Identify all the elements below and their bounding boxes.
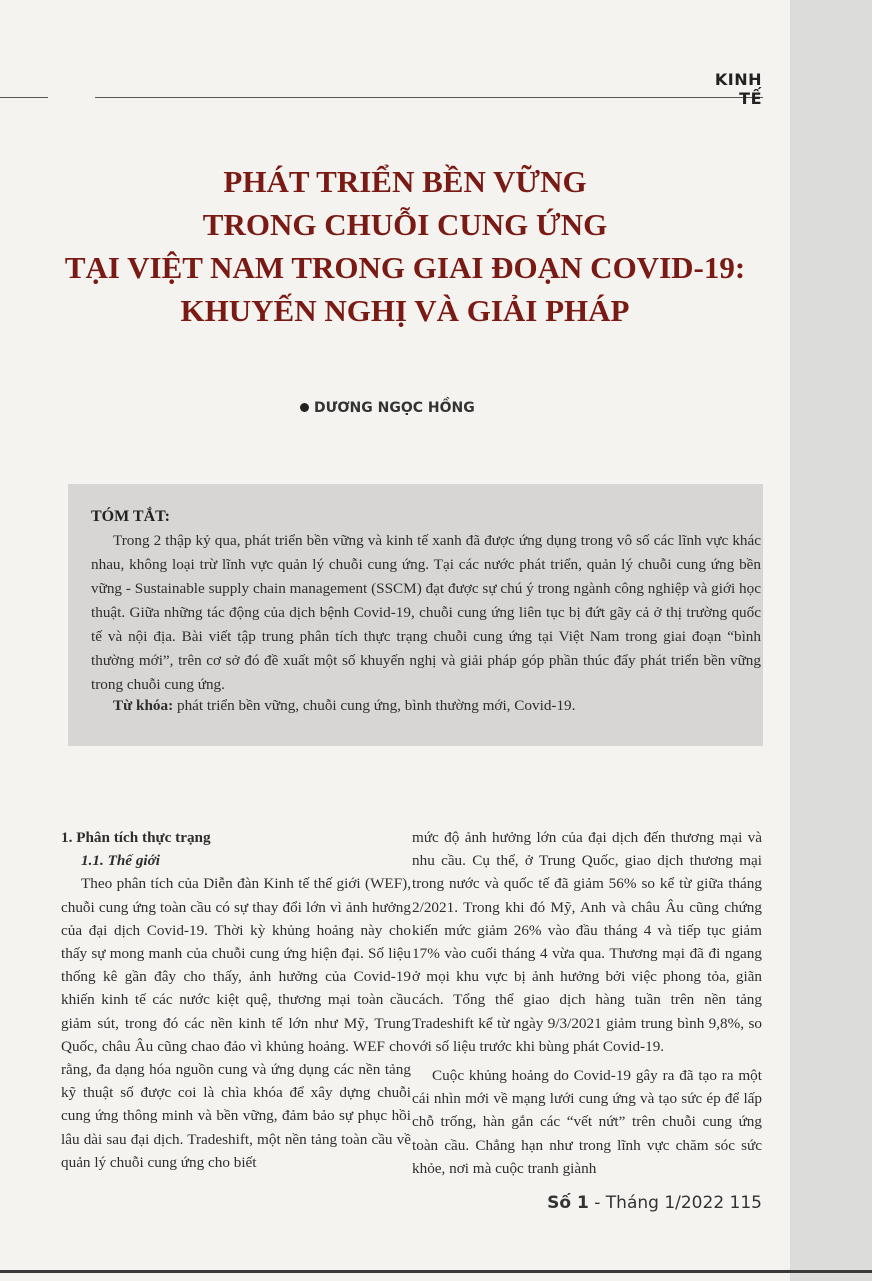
bottom-rule xyxy=(0,1270,872,1273)
body-paragraph: Cuộc khủng hoảng do Covid-19 gây ra đã tạo ra một cái nhìn mới về mạng lưới cung ứng và tạo sức ép để lấp chỗ trống, hàn gắn các “vết nứt” trên chuỗi cung ứng toàn cầu. Chẳng hạn như trong lĩnh vực chăm sóc sức khỏe, nơi mà cuộc tranh giành xyxy=(412,1067,762,1177)
keywords-line xyxy=(113,694,753,718)
section-label: KINH TẾ xyxy=(714,70,762,108)
header-rule-left xyxy=(0,97,48,98)
article-title xyxy=(30,160,780,332)
left-column xyxy=(61,826,411,1174)
keywords-label: Từ khóa: xyxy=(113,697,174,714)
section-heading: 1. Phân tích thực trạng xyxy=(61,829,211,846)
right-column xyxy=(412,826,762,1180)
title-line: TRONG CHUỖI CUNG ỨNG xyxy=(202,207,608,242)
bullet-icon xyxy=(300,403,309,412)
footer-separator: - xyxy=(588,1193,606,1213)
author-name: DƯƠNG NGỌC HỒNG xyxy=(314,400,475,416)
title-line: TẠI VIỆT NAM TRONG GIAI ĐOẠN COVID-19: xyxy=(64,250,746,285)
title-line: PHÁT TRIỂN BỀN VỮNG xyxy=(223,164,587,199)
header-rule-right xyxy=(95,97,763,98)
issue-label: Số 1 xyxy=(547,1193,589,1213)
title-line: KHUYẾN NGHỊ VÀ GIẢI PHÁP xyxy=(180,293,630,328)
abstract-paragraph: Trong 2 thập kỷ qua, phát triển bền vững và kinh tế xanh đã được ứng dụng trong vô số các lĩnh vực khác nhau, không loại trừ lĩnh vực quản lý chuỗi cung ứng. Tại các nước phát triển, quản lý chuỗi cung ứng bền vững - Sustainable supply chain management (SSCM) đạt được sự chú ý trong ngành công nghiệp và giới học thuật. Giữa những tác động của dịch bệnh Covid-19, chuỗi cung ứng liên tục bị đứt gãy cả ở thị trường quốc tế và nội địa. Bài viết tập trung phân tích thực trạng chuỗi cung ứng tại Việt Nam trong giai đoạn “bình thường mới”, trên cơ sở đó đề xuất một số khuyến nghị và giải pháp góp phần thúc đẩy phát triển bền vững trong chuỗi cung ứng. xyxy=(91,532,761,693)
abstract-heading: TÓM TẮT: xyxy=(91,508,170,525)
subsection-heading: 1.1. Thế giới xyxy=(81,852,161,870)
page-footer xyxy=(540,1193,762,1213)
body-paragraph: Theo phân tích của Diễn đàn Kinh tế thế giới (WEF), chuỗi cung ứng toàn cầu có sự thay đổi lớn vì ảnh hưởng của đại dịch Covid-19. Thời kỳ khủng hoảng này cho thấy sự mong manh của chuỗi cung ứng hiện đại. Số liệu thống kê gần đây cho thấy, ảnh hưởng của Covid-19 khiến kinh tế các nước kiệt quệ, thương mại toàn cầu giảm sút, trong đó các nền kinh tế lớn như Mỹ, Trung Quốc, châu Âu cũng chao đảo vì khủng hoảng. WEF cho rằng, đa dạng hóa nguồn cung và ứng dụng các nền tảng kỹ thuật số được coi là chìa khóa để xây dựng chuỗi cung ứng thông minh và bền vững, đảm bảo sự phục hồi lâu dài sau đại dịch. Tradeshift, một nền tảng toàn cầu về quản lý chuỗi cung ứng cho biết xyxy=(61,875,411,1171)
body-paragraph: mức độ ảnh hưởng lớn của đại dịch đến thương mại và nhu cầu. Cụ thể, ở Trung Quốc, giao dịch thương mại trong nước và quốc tế đã giảm 56% so kể từ giữa tháng 2/2021. Trong khi đó Mỹ, Anh và châu Âu cũng chứng kiến mức giảm 26% vào đầu tháng 4 và tiếp tục giảm 17% vào cuối tháng 4 vừa qua. Thương mại đã đi ngang ở mọi khu vực bị ảnh hưởng bởi việc phong tỏa, giãn cách. Tổng thể giao dịch hàng tuần trên nền tảng Tradeshift kể từ ngày 9/3/2021 giảm trung bình 9,8%, so với số liệu trước khi bùng phát Covid-19. xyxy=(412,829,762,1055)
page-edge-strip xyxy=(790,0,872,1281)
keywords-list: phát triển bền vững, chuỗi cung ứng, bình thường mới, Covid-19. xyxy=(173,697,576,714)
author-line xyxy=(300,400,560,416)
issue-month: Tháng 1/2022 xyxy=(605,1193,725,1213)
abstract-body xyxy=(91,529,761,697)
page-number: 115 xyxy=(729,1193,762,1213)
